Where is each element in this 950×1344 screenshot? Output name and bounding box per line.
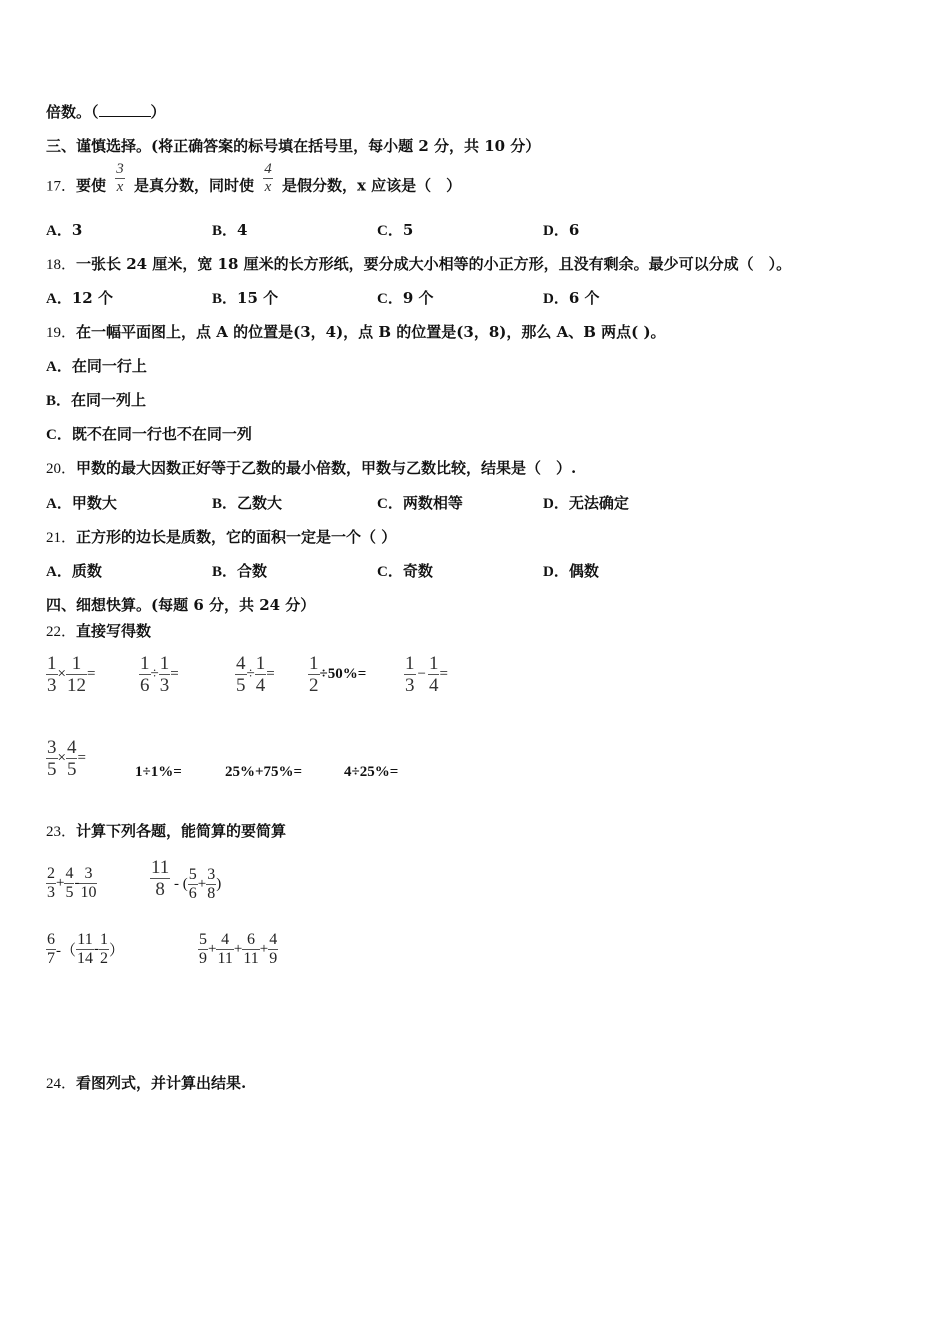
expression: $\frac{1}{2}$ ÷50%=: [309, 653, 367, 696]
question-23: 23．计算下列各题，能简算的要简算: [46, 822, 287, 840]
option-b[interactable]: B．合数: [212, 562, 268, 580]
option-b[interactable]: B．4: [212, 221, 248, 239]
option-d[interactable]: D．6 个: [543, 289, 600, 307]
expression: 4÷25%=: [344, 764, 399, 780]
fraction: $\frac{4}{x}$: [264, 161, 272, 195]
expression: $\frac{1}{6}$ ÷ $\frac{1}{3}$ =: [140, 653, 179, 696]
expression: $\frac{2}{3}$ + $\frac{4}{5}$ - $\frac{3}{10}$: [47, 865, 97, 901]
section-3-heading: 三、谨慎选择。(将正确答案的标号填在括号里，每小题 2 分，共 10 分）: [46, 137, 541, 155]
answer-blank[interactable]: [99, 116, 151, 117]
fraction: $\frac{3}{x}$: [116, 161, 124, 195]
option-b[interactable]: B．15 个: [212, 289, 279, 307]
expression: 25%+75%=: [225, 764, 303, 780]
option-c[interactable]: C．5: [377, 221, 414, 239]
option-a[interactable]: A．甲数大: [46, 494, 117, 512]
option-c[interactable]: C．奇数: [377, 562, 433, 580]
option-a[interactable]: A．3: [46, 221, 83, 239]
section-4-heading: 四、细想快算。(每题 6 分，共 24 分）: [46, 596, 316, 614]
option-b[interactable]: B．乙数大: [212, 494, 283, 512]
expression: 1÷1%=: [135, 764, 182, 780]
option-d[interactable]: D．6: [543, 221, 580, 239]
question-22: 22．直接写得数: [46, 622, 152, 640]
expression: $\frac{5}{9}$ + $\frac{4}{11}$ + $\frac{6}{11}$ + $\frac{4}{9}$: [199, 931, 278, 967]
option-d[interactable]: D．偶数: [543, 562, 599, 580]
expression: $\frac{1}{3}$ × $\frac{1}{12}$ =: [47, 653, 96, 696]
expression: $\frac{11}{8}$ - ( $\frac{5}{6}$ + $\frac{3}{8}$ ): [151, 857, 222, 902]
option-c[interactable]: C．既不在同一行也不在同一列: [46, 425, 252, 443]
option-c[interactable]: C．两数相等: [377, 494, 463, 512]
question-17: 17．要使 $\frac{3}{x}$ 是真分数，同时使 $\frac{4}{x}$ 是假分数，x 应该是（ ）: [46, 161, 462, 195]
question-18: 18．一张长 24 厘米，宽 18 厘米的长方形纸，要分成大小相等的小正方形，且没有剩余。最少可以分成（ ）。: [46, 255, 792, 273]
expression: $\frac{4}{5}$ ÷ $\frac{1}{4}$ =: [236, 653, 275, 696]
expression: $\frac{1}{3}$ − $\frac{1}{4}$ =: [405, 653, 448, 696]
question-19: 19．在一幅平面图上，点 A 的位置是(3，4)，点 B 的位置是(3，8)，那么 A、B 两点( )。: [46, 323, 666, 341]
q16-tail: 倍数。（ ）: [46, 103, 166, 121]
question-21: 21．正方形的边长是质数，它的面积一定是一个（ ）: [46, 528, 397, 546]
option-a[interactable]: A．12 个: [46, 289, 113, 307]
question-24: 24．看图列式，并计算出结果.: [46, 1074, 247, 1092]
question-20: 20．甲数的最大因数正好等于乙数的最小倍数，甲数与乙数比较，结果是（ ）.: [46, 459, 577, 477]
option-c[interactable]: C．9 个: [377, 289, 434, 307]
option-a[interactable]: A．在同一行上: [46, 357, 147, 375]
expression: $\frac{3}{5}$ × $\frac{4}{5}$ =: [47, 737, 86, 780]
option-a[interactable]: A．质数: [46, 562, 102, 580]
option-d[interactable]: D．无法确定: [543, 494, 629, 512]
option-b[interactable]: B．在同一列上: [46, 391, 147, 409]
expression: $\frac{6}{7}$ -（ $\frac{11}{14}$ - $\frac{1}{2}$ ）: [47, 931, 125, 967]
